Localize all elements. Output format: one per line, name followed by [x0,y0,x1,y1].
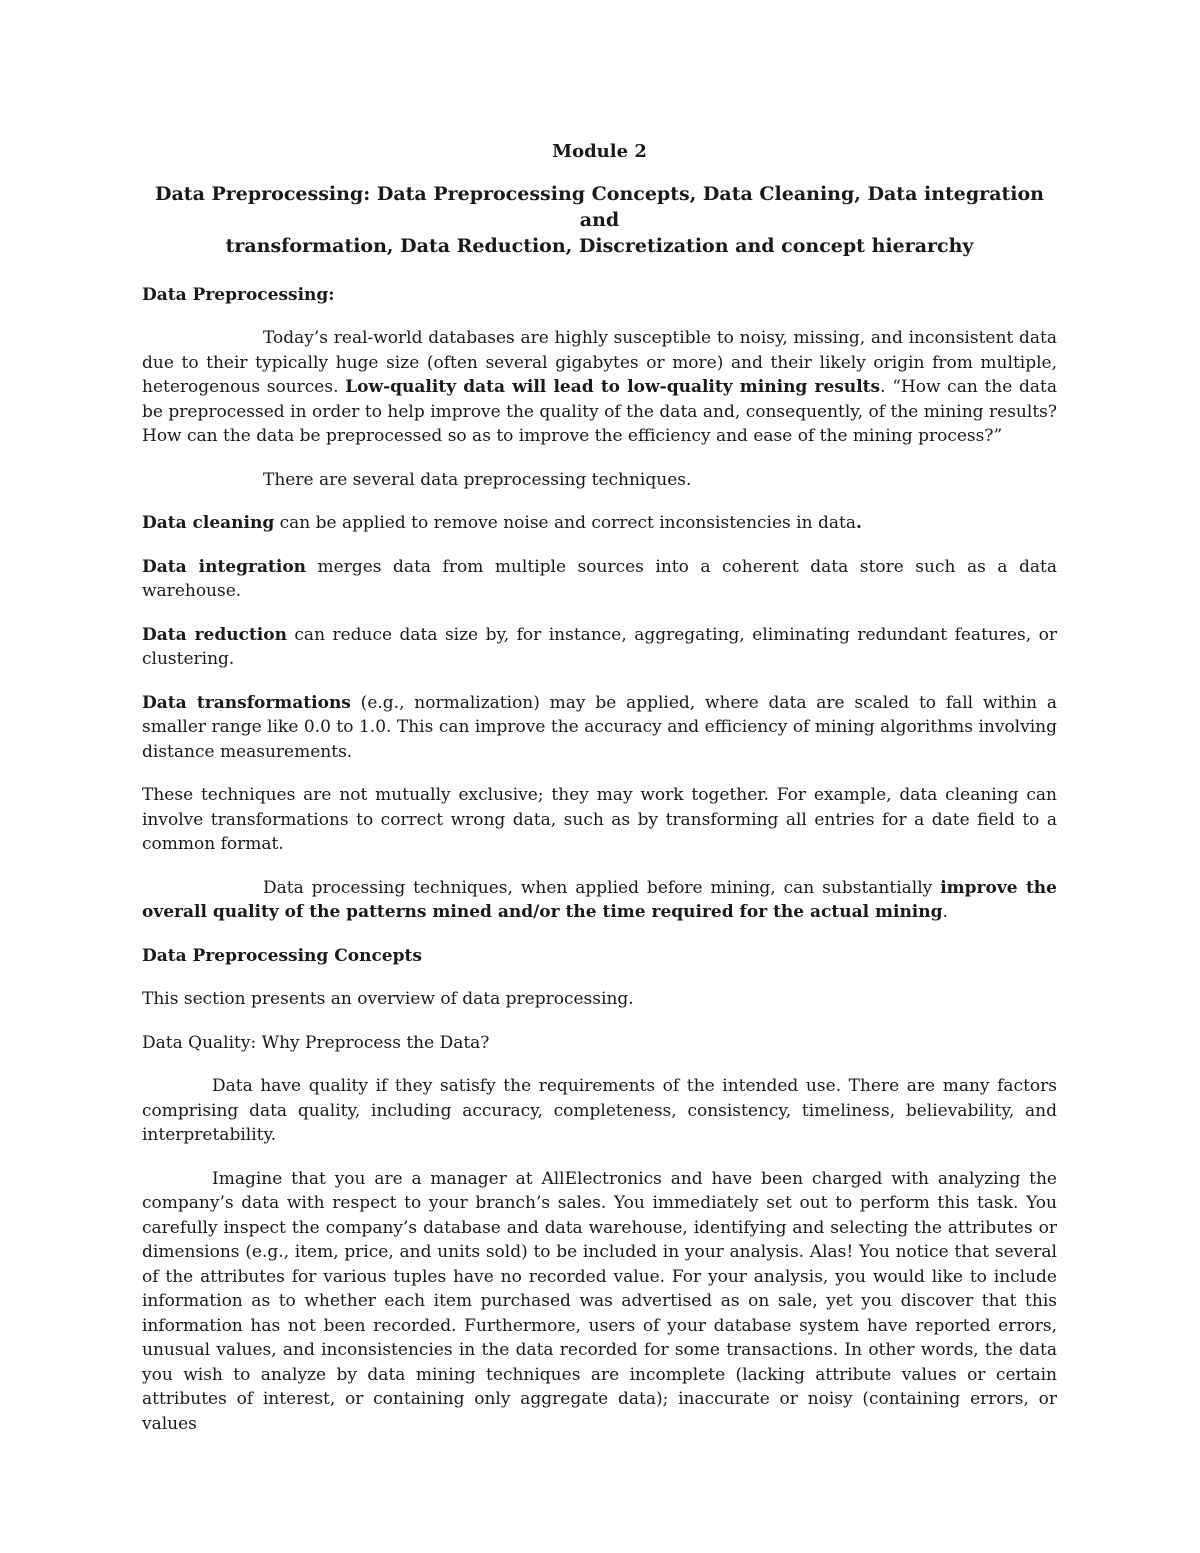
term-data-cleaning: Data cleaning [142,513,275,533]
paragraph-data-quality: Data have quality if they satisfy the requirements of the intended use. There are many factors comprising data quality, including accuracy, completeness, consistency, timeliness, believability, and interpretability. [142,1076,1057,1145]
paragraph-overview: This section presents an overview of data preprocessing. [142,989,634,1009]
paragraph-data-reduction [142,623,1057,672]
subheading-data-quality: Data Quality: Why Preprocess the Data? [142,1032,490,1053]
term-data-transformations: Data transformations [142,692,351,713]
paragraph-data-transformations [142,691,1057,765]
paragraph-data-integration [142,555,1057,604]
data-integration-text: merges data from multiple sources into a coherent data store such as a data warehouse. [142,556,1057,601]
page-content [142,140,1057,1455]
paragraph-techniques: There are several data preprocessing techniques. [263,469,692,490]
paragraph-intro-emphasis: Low-quality data will lead to low-quality mining results [345,377,881,397]
term-data-integration: Data integration [142,556,307,577]
paragraph-intro [142,326,1057,449]
paragraph-data-cleaning [142,511,1057,536]
paragraph-imagine-manager: Imagine that you are a manager at AllElectronics and have been charged with analyzing the company’s data with respect to your branch’s sales. You immediately set out to perform this task. You carefully inspect the company’s database and data warehouse, identifying and selecting the attributes or dimensions (e.g., item, price, and units sold) to be included in your analysis. Alas! You notice that several of the attributes for various tuples have no recorded value. For your analysis, you would like to include information as to whether each item purchased was advertised as on sale, yet you discover that this information has not been recorded. Furthermore, users of your database system have reported errors, unusual values, and inconsistencies in the data recorded for some transactions. In other words, the data you wish to analyze by data mining techniques are incomplete (lacking attribute values or certain attributes of interest, or containing only aggregate data); inaccurate or noisy (containing errors, or values [142,1168,1057,1434]
title-line-1: Data Preprocessing: Data Preprocessing Concepts, Data Cleaning, Data integration and [155,182,1044,231]
module-label: Module 2 [552,141,647,162]
data-cleaning-end: . [855,513,862,533]
term-data-reduction: Data reduction [142,624,287,645]
paragraph-intro-text-a: Today’s real-world databases are highly susceptible to noisy, missing, and inconsistent data due to their typically huge size (often several gigabytes or more) and their likely origin from multiple, heterogenous sources. [142,328,1057,397]
processing-benefit-text-c: . [942,902,948,922]
title-line-2: transformation, Data Reduction, Discretization and concept hierarchy [225,234,974,257]
data-reduction-text: can reduce data size by, for instance, aggregating, eliminating redundant features, or clustering. [142,624,1057,669]
paragraph-not-exclusive: These techniques are not mutually exclusive; they may work together. For example, data cleaning can involve transformations to correct wrong data, such as by transforming all entries for a date field to a common format. [142,785,1057,854]
data-transformations-text: (e.g., normalization) may be applied, where data are scaled to fall within a smaller range like 0.0 to 1.0. This can improve the accuracy and efficiency of mining algorithms involving distance measurements. [142,692,1058,762]
processing-benefit-emphasis: improve the overall quality of the patterns mined and/or the time required for the actual mining [142,877,1057,922]
paragraph-intro-text-c: . “How can the data be preprocessed in order to help improve the quality of the data and, consequently, of the mining results? How can the data be preprocessed so as to improve the efficiency and ease of the mining process?” [142,377,1057,446]
section-heading-preprocessing-concepts: Data Preprocessing Concepts [142,945,422,966]
section-heading-data-preprocessing: Data Preprocessing: [142,284,335,305]
processing-benefit-text-a: Data processing techniques, when applied before mining, can substantially [263,877,941,898]
document-title [142,181,1057,259]
paragraph-processing-benefit [142,876,1057,925]
data-cleaning-text: can be applied to remove noise and correct inconsistencies in data [274,513,856,533]
